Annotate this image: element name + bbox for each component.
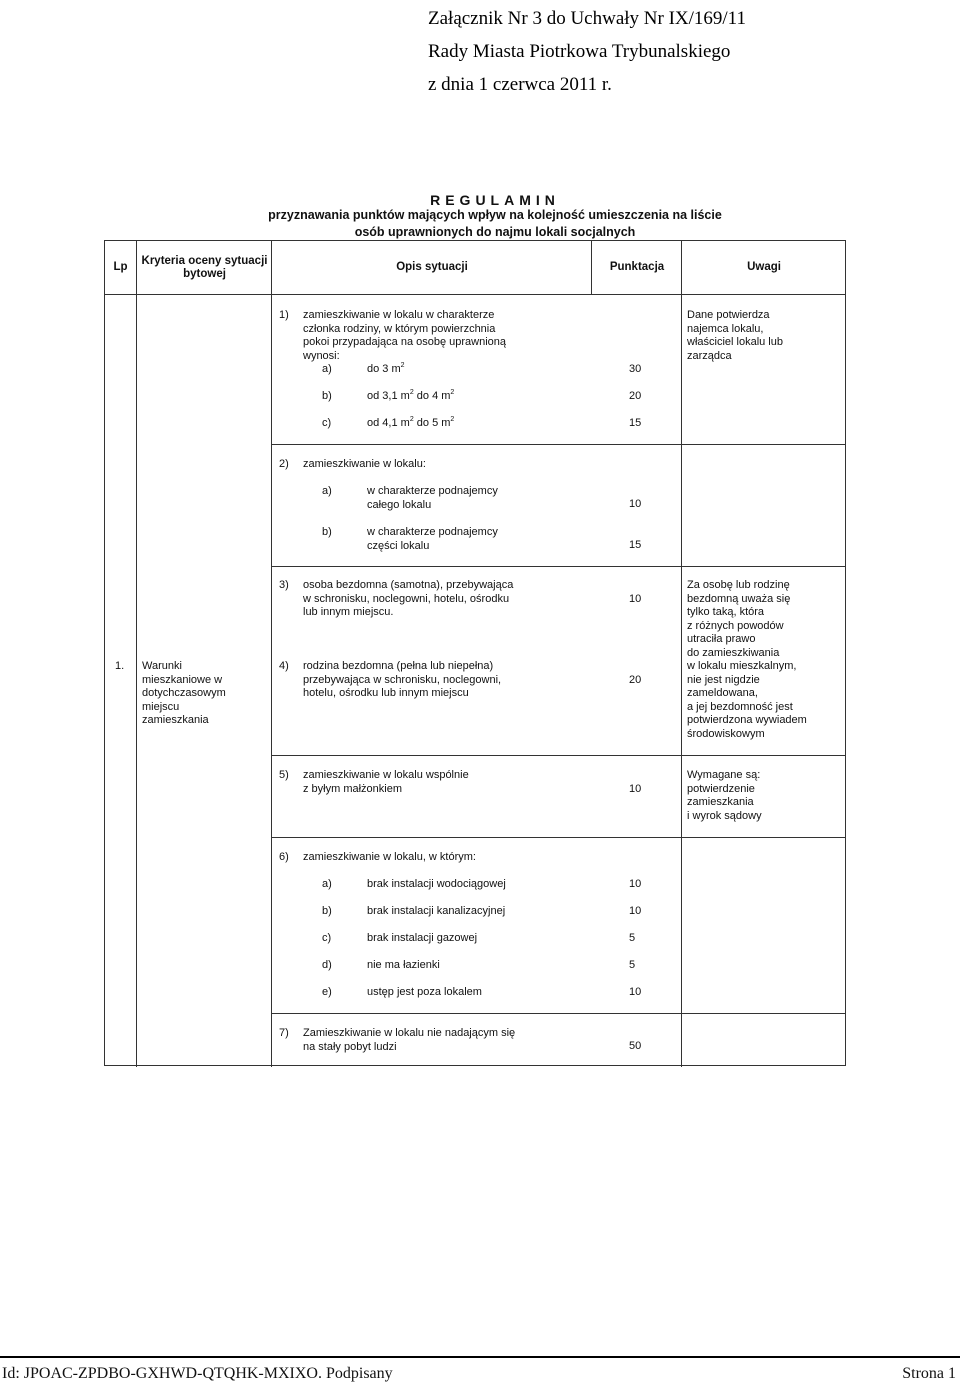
header-line-2: Rady Miasta Piotrkowa Trybunalskiego — [428, 41, 731, 62]
section-3-4-note: Za osobę lub rodzinę bezdomną uważa się tylko taką, która z różnych powodów utraciła prawo do zamieszkiwania w lokalu mieszkalnym, nie jest nigdzie zameldowana, a jej bezdomność jest potwierdzona wywiadem środowiskowym — [687, 579, 807, 740]
section-5-points: 10 — [629, 783, 642, 795]
section-4-text: rodzina bezdomna (pełna lub niepełna) przebywająca w schronisku, noclegowni, hotelu, ośrodku lub innym miejscu — [303, 660, 502, 699]
header-uwagi: Uwagi — [747, 261, 781, 273]
section-2a-label: a) — [322, 485, 332, 497]
section-2b-label: b) — [322, 526, 332, 538]
section-6b-text: brak instalacji kanalizacyjnej — [367, 905, 506, 917]
header-line-1: Załącznik Nr 3 do Uchwały Nr IX/169/11 — [428, 8, 746, 29]
section-6b-points: 10 — [629, 905, 642, 917]
section-6-text: zamieszkiwanie w lokalu, w którym: — [303, 851, 476, 863]
section-5-note: Wymagane są: potwierdzenie zamieszkania i wyrok sądowy — [687, 769, 762, 822]
row-divider — [271, 566, 845, 567]
section-1c-text: od 4,1 $m^2$ do 5 $m^2$ — [367, 416, 455, 429]
section-4-points: 20 — [629, 674, 642, 686]
regulamin-title: REGULAMIN — [430, 192, 560, 208]
footer-page-number: Strona 1 — [902, 1365, 956, 1382]
section-1a-points: 30 — [629, 363, 642, 375]
section-1a-text: do 3 $m^2$ — [367, 362, 405, 375]
section-4-number: 4) — [279, 660, 289, 672]
footer-rule — [0, 1356, 960, 1358]
section-1-number: 1) — [279, 309, 289, 321]
section-5-text: zamieszkiwanie w lokalu wspólnie z byłym małżonkiem — [303, 769, 469, 795]
section-7-text: Zamieszkiwanie w lokalu nie nadającym się na stały pobyt ludzi — [303, 1027, 516, 1053]
section-6d-label: d) — [322, 959, 332, 971]
section-6c-label: c) — [322, 932, 332, 944]
section-1c-points: 15 — [629, 417, 642, 429]
criteria-text: Warunki mieszkaniowe w dotychczasowym miejscu zamieszkania — [142, 660, 226, 726]
column-divider — [136, 241, 137, 1067]
section-1b-points: 20 — [629, 390, 642, 402]
row-divider — [271, 837, 845, 838]
section-3-text: osoba bezdomna (samotna), przebywająca w schronisku, noclegowni, hotelu, ośrodku lub innym miejscu. — [303, 579, 514, 618]
criteria-table — [104, 240, 846, 1066]
header-punktacja: Punktacja — [609, 261, 665, 273]
regulamin-subtitle-2: osób uprawnionych do najmu lokali socjalnych — [354, 225, 636, 239]
section-3-points: 10 — [629, 593, 642, 605]
section-1c-label: c) — [322, 417, 332, 429]
section-2b-points: 15 — [629, 539, 642, 551]
regulamin-subtitle-1: przyznawania punktów mających wpływ na kolejność umieszczenia na liście — [268, 208, 722, 222]
section-5-number: 5) — [279, 769, 289, 781]
section-6d-points: 5 — [629, 959, 636, 971]
section-7-number: 7) — [279, 1027, 289, 1039]
section-1-text: zamieszkiwanie w lokalu w charakterze członka rodziny, w którym powierzchnia pokoi przypadająca na osobę uprawnioną wynosi: — [303, 309, 507, 362]
header-kryteria: Kryteria oceny sytuacji bytowej — [141, 254, 268, 280]
column-divider — [271, 241, 272, 1067]
section-3-number: 3) — [279, 579, 289, 591]
section-2b-text: w charakterze podnajemcy części lokalu — [367, 526, 498, 552]
section-2-number: 2) — [279, 458, 289, 470]
section-6e-points: 10 — [629, 986, 642, 998]
header-line-3: z dnia 1 czerwca 2011 r. — [428, 74, 612, 95]
section-6-number: 6) — [279, 851, 289, 863]
section-6a-points: 10 — [629, 878, 642, 890]
document-header — [428, 2, 746, 101]
section-6e-label: e) — [322, 986, 332, 998]
section-2-text: zamieszkiwanie w lokalu: — [303, 458, 426, 470]
section-6a-label: a) — [322, 878, 332, 890]
section-6d-text: nie ma łazienki — [367, 959, 440, 971]
section-6b-label: b) — [322, 905, 332, 917]
column-divider — [681, 241, 682, 1067]
header-divider — [105, 294, 845, 295]
header-lp: Lp — [113, 261, 128, 273]
footer-id: Id: JPOAC-ZPDBO-GXHWD-QTQHK-MXIXO. Podpisany — [2, 1365, 393, 1382]
section-6e-text: ustęp jest poza lokalem — [367, 986, 482, 998]
section-1b-text: od 3,1 $m^2$ do 4 $m^2$ — [367, 389, 455, 402]
header-opis: Opis sytuacji — [396, 261, 468, 273]
section-6a-text: brak instalacji wodociągowej — [367, 878, 506, 890]
row-number: 1. — [115, 660, 125, 672]
row-divider — [271, 444, 845, 445]
section-1a-label: a) — [322, 363, 332, 375]
section-1b-label: b) — [322, 390, 332, 402]
column-divider — [591, 241, 592, 294]
section-7-points: 50 — [629, 1040, 642, 1052]
row-divider — [271, 1013, 845, 1014]
section-6c-text: brak instalacji gazowej — [367, 932, 478, 944]
section-1-note: Dane potwierdza najemca lokalu, właściciel lokalu lub zarządca — [687, 309, 783, 362]
section-6c-points: 5 — [629, 932, 636, 944]
row-divider — [271, 755, 845, 756]
section-2a-text: w charakterze podnajemcy całego lokalu — [367, 485, 498, 511]
section-2a-points: 10 — [629, 498, 642, 510]
